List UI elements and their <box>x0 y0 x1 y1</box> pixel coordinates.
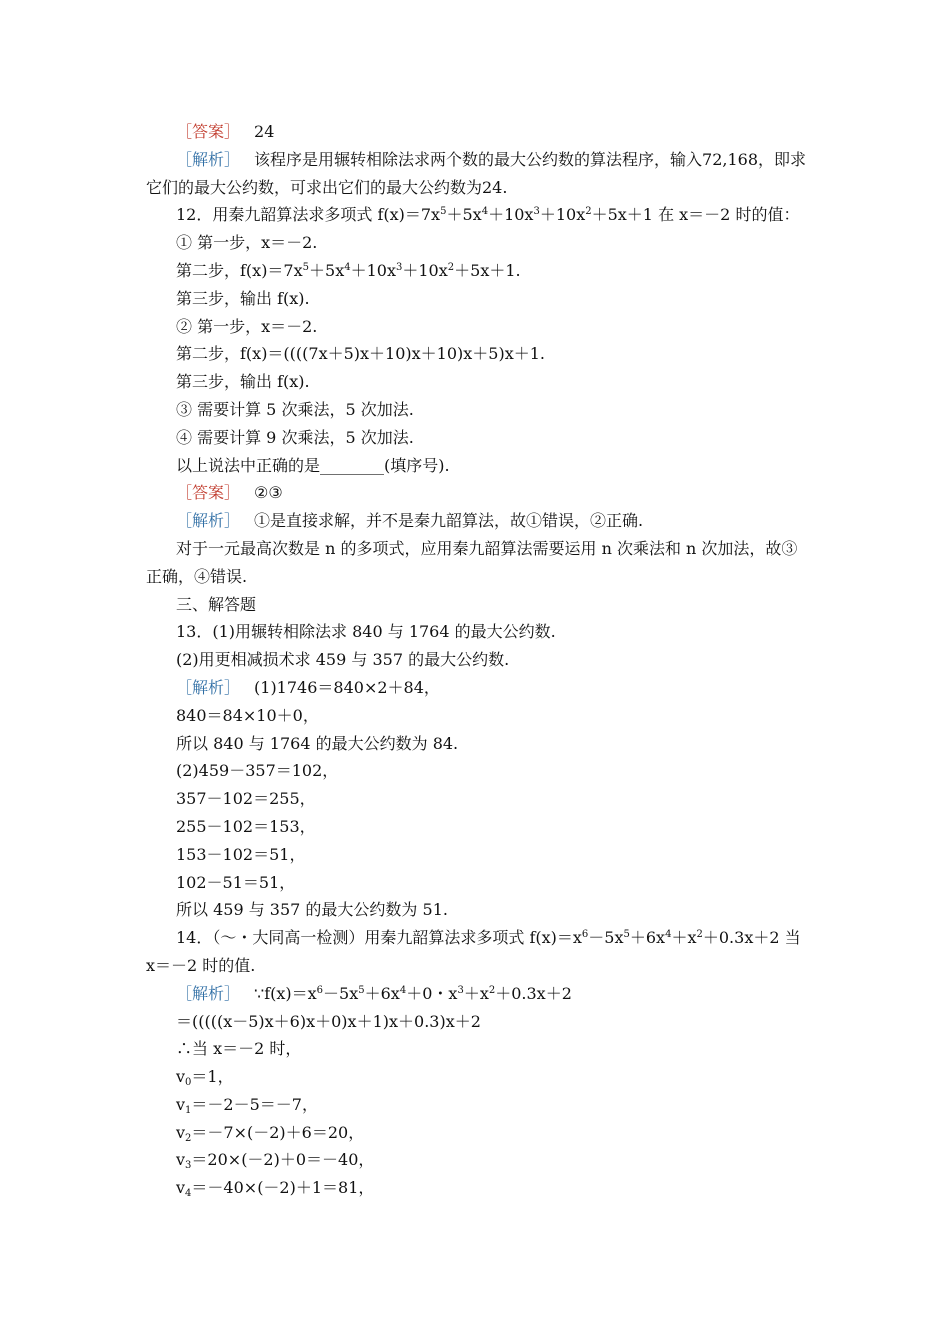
q14-step-text: ＝－40×(－2)＋1＝81， <box>191 1178 375 1198</box>
q11-answer: 24 <box>254 122 275 141</box>
q12-step: 第三步，输出 f(x). <box>176 372 310 392</box>
subscript: 1 <box>185 1104 192 1116</box>
q11-answer-line <box>146 118 810 146</box>
q12-analysis-paragraph: 对于一元最高次数是 n 的多项式，应用秦九韶算法需要运用 n 次乘法和 n 次加法，故③正确，④错误. <box>146 538 798 586</box>
q13-stem: (2)用更相减损术求 459 与 357 的最大公约数. <box>176 650 510 670</box>
exponent: 5 <box>623 929 630 941</box>
q12-step-text: ＋10x <box>402 260 448 280</box>
exponent: 4 <box>344 261 351 273</box>
q12-step: ① 第一步，x＝－2. <box>176 233 318 253</box>
q12-stem-text: ＋10x <box>539 205 586 225</box>
q12-step: ④ 需要计算 9 次乘法，5 次加法. <box>176 427 414 447</box>
q12-analysis-text: ①是直接求解，并不是秦九韶算法，故①错误，②正确. <box>254 511 644 531</box>
q14-analysis-text: ∵f(x)＝x <box>254 983 317 1003</box>
exponent: 3 <box>457 984 464 996</box>
q12-step: 第二步，f(x)＝((((7x＋5)x＋10)x＋10)x＋5)x＋1. <box>176 344 546 364</box>
q13-analysis-text: (1)1746＝840×2＋84， <box>254 677 440 697</box>
exponent: 4 <box>399 984 407 996</box>
q14-step: ∴当 x＝－2 时， <box>176 1039 302 1059</box>
analysis-label: ［解析］ <box>176 149 241 169</box>
q14-v0 <box>146 1063 810 1091</box>
q13-step: 102－51＝51， <box>176 872 296 892</box>
answer-label: ［答案］ <box>176 122 241 141</box>
exponent: 4 <box>665 929 672 941</box>
q14-stem-text: ＋6x <box>629 928 666 948</box>
q12-analysis <box>146 507 810 535</box>
answer-label: ［答案］ <box>176 483 241 503</box>
q14-analysis-text: ＋x <box>463 983 489 1003</box>
subscript: 0 <box>185 1077 192 1089</box>
q14-stem-text: ＋x <box>671 928 697 948</box>
q14-step-text: ＝1， <box>191 1067 234 1087</box>
q13-stem: 13．(1)用辗转相除法求 840 与 1764 的最大公约数. <box>176 622 556 642</box>
q12-answer-line <box>146 479 810 507</box>
q12-step-text: ＋10x <box>350 260 396 280</box>
q12-step-text: ＋5x <box>309 260 345 280</box>
q14-step-text: ＝－2－5＝－7， <box>191 1094 318 1114</box>
q14-step-text: ＝20×(－2)＋0＝－40， <box>191 1150 375 1170</box>
q14-step-text: ＝－7×(－2)＋6＝20， <box>191 1122 365 1142</box>
q12-stem-text: ＋5x <box>446 205 482 225</box>
exponent: 5 <box>358 984 365 996</box>
exponent: 6 <box>316 984 324 996</box>
q12-stem <box>146 201 810 229</box>
section-heading: 三、解答题 <box>176 594 257 614</box>
v-symbol: v <box>176 1067 186 1087</box>
q13-step: 255－102＝153， <box>176 816 316 836</box>
q12-step: ② 第一步，x＝－2. <box>176 316 318 336</box>
exponent: 6 <box>581 929 589 941</box>
q11-analysis <box>146 146 810 202</box>
q12-step: 第三步，输出 f(x). <box>176 288 310 308</box>
exponent: 5 <box>440 206 447 218</box>
q12-step <box>146 257 810 285</box>
q14-v2 <box>146 1119 810 1147</box>
document-page <box>146 118 810 1202</box>
q14-v4 <box>146 1174 810 1202</box>
q12-stem-text: ＋10x <box>488 205 534 225</box>
q14-v1 <box>146 1091 810 1119</box>
q13-step: (2)459－357＝102， <box>176 761 339 781</box>
q13-step: 所以 840 与 1764 的最大公约数为 84. <box>176 733 459 753</box>
q11-analysis-text: 该程序是用辗转相除法求两个数的最大公约数的算法程序，输入72,168，即求它们的最大公约数，可求出它们的最大公约数为24. <box>146 149 807 197</box>
q14-stem <box>146 924 810 952</box>
q12-stem-text: ＋5x＋1 在 x＝－2 时的值： <box>591 205 800 225</box>
q14-stem-text: 14．（～・大同高一检测）用秦九韶算法求多项式 f(x)＝x <box>176 928 582 948</box>
q13-step: 840＝84×10＋0， <box>176 705 319 725</box>
exponent: 2 <box>696 929 703 941</box>
q13-step: 357－102＝255， <box>176 789 316 809</box>
exponent: 3 <box>533 206 540 218</box>
q12-answer: ②③ <box>254 483 283 503</box>
q14-analysis-text: －5x <box>323 983 359 1003</box>
v-symbol: v <box>176 1150 186 1170</box>
subscript: 4 <box>185 1188 192 1200</box>
q12-step-text: ＋5x＋1. <box>454 260 521 280</box>
q14-analysis-text: ＋6x <box>364 983 400 1003</box>
subscript: 3 <box>185 1160 192 1172</box>
q13-analysis <box>146 674 810 702</box>
exponent: 2 <box>585 206 592 218</box>
q14-stem-text: －5x <box>588 928 624 948</box>
q12-step: ③ 需要计算 5 次乘法，5 次加法. <box>176 399 414 419</box>
q13-step: 所以 459 与 357 的最大公约数为 51. <box>176 900 448 920</box>
v-symbol: v <box>176 1178 186 1198</box>
q12-stem-text: 12．用秦九韶算法求多项式 f(x)＝7x <box>176 205 441 225</box>
analysis-label: ［解析］ <box>176 511 241 531</box>
q14-stem-cont: x＝－2 时的值. <box>146 955 256 975</box>
q14-stem-text: ＋0.3x＋2 当 <box>702 928 801 948</box>
exponent: 3 <box>396 261 403 273</box>
q13-step: 153－102＝51， <box>176 844 306 864</box>
q14-v3 <box>146 1146 810 1174</box>
q14-analysis-text: ＋0.3x＋2 <box>495 983 572 1003</box>
analysis-label: ［解析］ <box>176 677 241 697</box>
q14-analysis-text: ＋0・x <box>406 983 458 1003</box>
exponent: 4 <box>481 206 489 218</box>
q14-analysis <box>146 980 810 1008</box>
exponent: 2 <box>488 984 496 996</box>
q12-question: 以上说法中正确的是________(填序号). <box>176 455 450 475</box>
v-symbol: v <box>176 1094 186 1114</box>
analysis-label: ［解析］ <box>176 983 241 1003</box>
exponent: 5 <box>302 261 310 273</box>
q12-step-text: 第二步，f(x)＝7x <box>176 260 303 280</box>
subscript: 2 <box>185 1132 192 1144</box>
v-symbol: v <box>176 1122 186 1142</box>
exponent: 2 <box>447 261 455 273</box>
q14-step: ＝(((((x－5)x＋6)x＋0)x＋1)x＋0.3)x＋2 <box>176 1011 481 1031</box>
